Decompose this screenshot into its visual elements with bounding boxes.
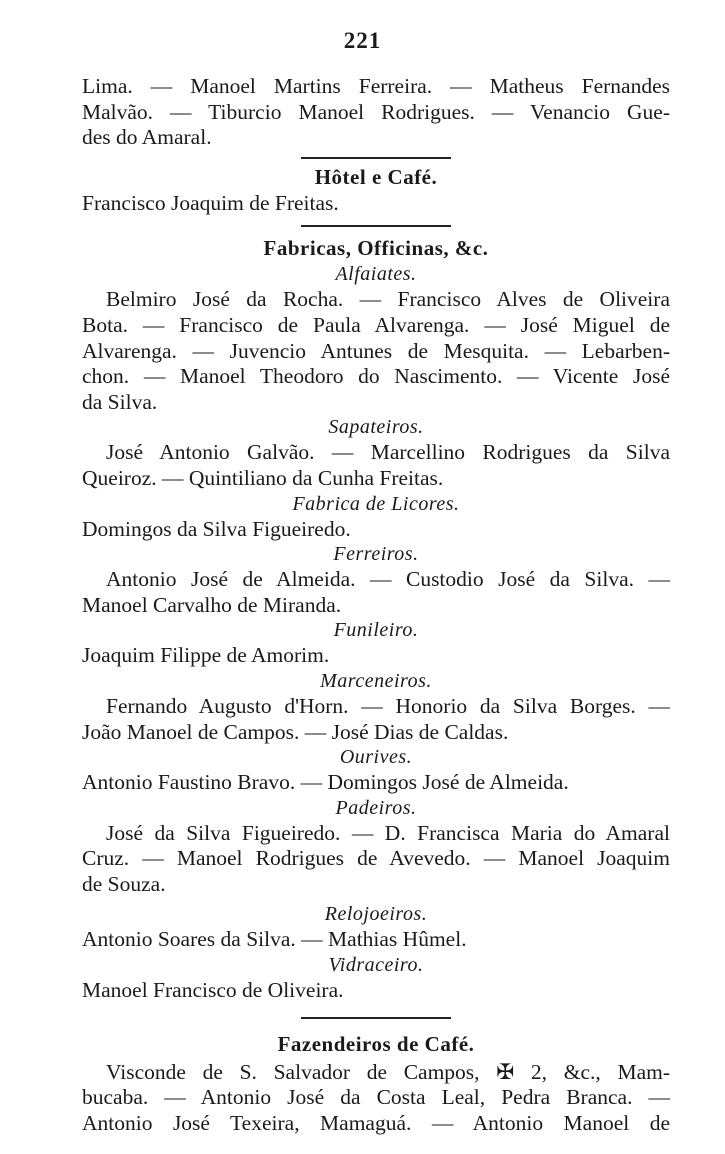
- text-line: Manoel Francisco de Oliveira.: [82, 978, 344, 1003]
- section-heading: Fazendeiros de Café.: [277, 1031, 475, 1056]
- text-line: Alvarenga. — Juvencio Antunes de Mesquita. — Lebarben-: [82, 338, 670, 363]
- section-fabricas: [82, 234, 670, 1003]
- trade-title: Sapateiros.: [328, 416, 424, 439]
- text-line: Visconde de S. Salvador de Campos, ✠ 2, &c., Mam-: [106, 1059, 670, 1084]
- trade-title: Funileiro.: [333, 619, 419, 642]
- section-heading: Hôtel e Café.: [314, 164, 438, 189]
- text-line: Bota. — Francisco de Paula Alvarenga. — José Miguel de: [82, 312, 670, 337]
- section-hotel: [82, 163, 670, 217]
- text-line: chon. — Manoel Theodoro do Nascimento. — Vicente José: [82, 364, 670, 389]
- page-number: 221: [343, 28, 382, 53]
- text-line: Antonio Soares da Silva. — Mathias Hûmel.: [82, 927, 467, 952]
- section-fazendeiros: [82, 1028, 670, 1137]
- text-line: Lima. — Manoel Martins Ferreira. — Matheus Fernandes: [82, 74, 670, 98]
- trade-title: Marceneiros.: [320, 669, 432, 692]
- trade-title: Ferreiros.: [333, 543, 419, 566]
- text-line: Antonio José Texeira, Mamaguá. — Antonio Manoel de: [82, 1110, 670, 1135]
- text-column: [82, 74, 670, 1136]
- trade-title: Padeiros.: [335, 796, 417, 819]
- text-line: Antonio José de Almeida. — Custodio José da Silva. —: [106, 567, 670, 592]
- text-line: Cruz. — Manoel Rodrigues de Avevedo. — Manoel Joaquim: [82, 846, 670, 871]
- text-line: des do Amaral.: [82, 125, 212, 150]
- trade-title: Alfaiates.: [335, 263, 417, 286]
- intro-paragraph: [82, 74, 670, 151]
- text-line: Domingos da Silva Figueiredo.: [82, 516, 351, 541]
- section-heading: Fabricas, Officinas, &c.: [263, 236, 489, 261]
- section-divider: [82, 151, 670, 163]
- section-divider: [82, 216, 670, 234]
- text-line: Francisco Joaquim de Freitas.: [82, 190, 339, 215]
- text-line: Fernando Augusto d'Horn. — Honorio da Silva Borges. —: [106, 693, 670, 718]
- trade-title: Fabrica de Licores.: [292, 492, 460, 515]
- text-line: Antonio Faustino Bravo. — Domingos José de Almeida.: [82, 770, 569, 795]
- text-line: de Souza.: [82, 871, 166, 896]
- text-line: da Silva.: [82, 389, 158, 414]
- trade-title: Relojoeiros.: [324, 903, 428, 926]
- text-line: Queiroz. — Quintiliano da Cunha Freitas.: [82, 465, 444, 490]
- trade-title: Ourives.: [339, 746, 413, 769]
- text-line: bucaba. — Antonio José da Costa Leal, Pedra Branca. —: [82, 1085, 670, 1110]
- trade-title: Vidraceiro.: [328, 954, 424, 977]
- text-line: José Antonio Galvão. — Marcellino Rodrigues da Silva: [106, 440, 670, 465]
- text-line: Malvão. — Tiburcio Manoel Rodrigues. — Venancio Gue-: [82, 99, 670, 124]
- section-divider: [82, 1004, 670, 1028]
- text-line: Belmiro José da Rocha. — Francisco Alves de Oliveira: [106, 287, 670, 312]
- text-line: Joaquim Filippe de Amorim.: [82, 643, 330, 668]
- text-line: Manoel Carvalho de Miranda.: [82, 592, 342, 617]
- text-line: João Manoel de Campos. — José Dias de Caldas.: [82, 719, 509, 744]
- text-line: José da Silva Figueiredo. — D. Francisca Maria do Amaral: [106, 820, 670, 845]
